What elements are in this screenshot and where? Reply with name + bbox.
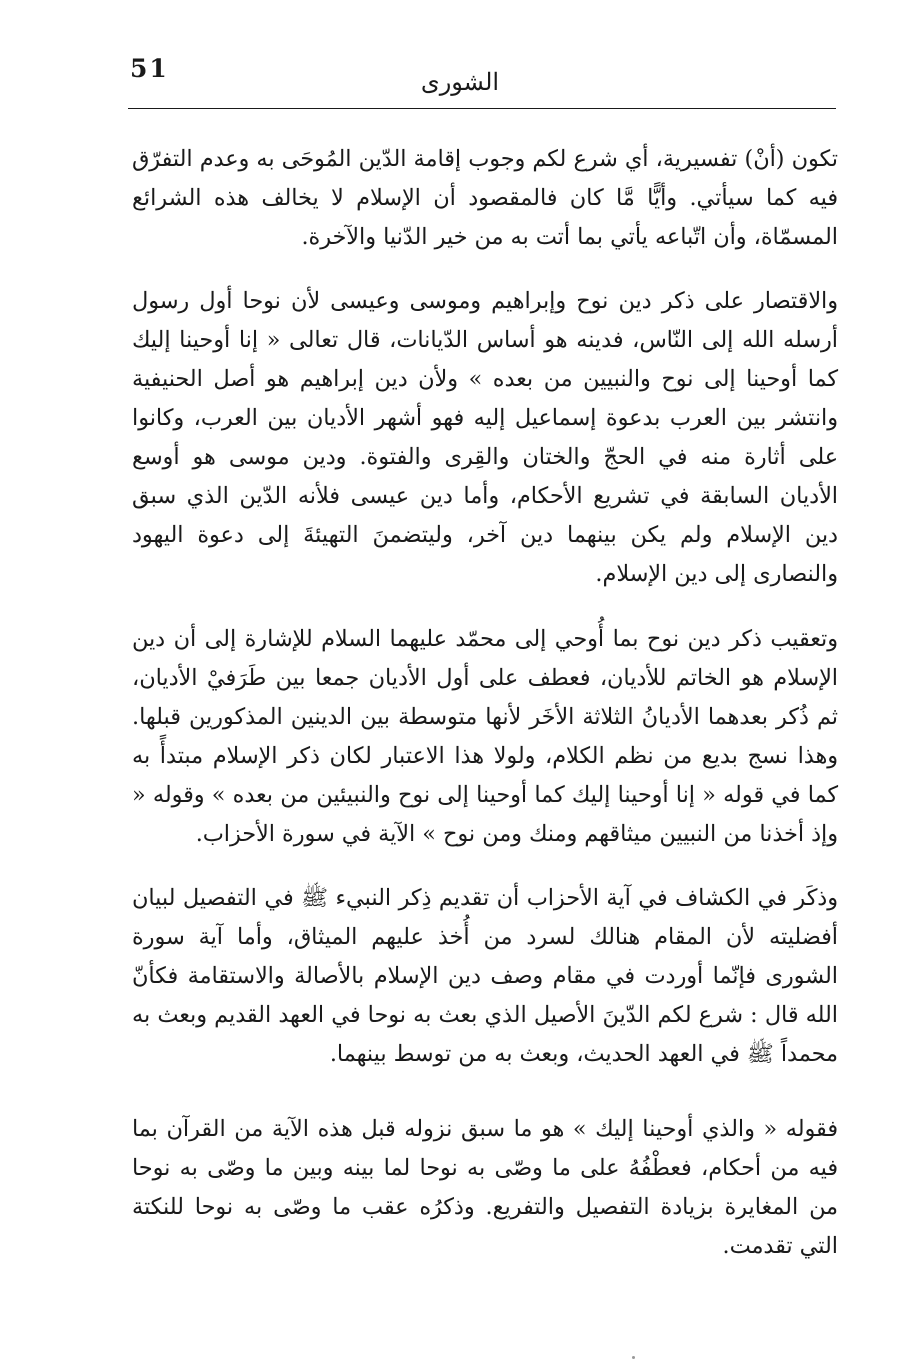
scan-speck — [632, 1356, 635, 1359]
header-rule — [128, 108, 836, 109]
paragraph-4: وذكَر في الكشاف في آية الأحزاب أن تقديم ذِكر النبيء ﷺ في التفصيل لبيان أفضليته لأن المقام هنالك لسرد من أُخذ عليهم الميثاق، وأما آية سورة الشورى فإنّما أوردت في مقام وصف دين الإسلام بالأصالة والاستقامة فكأنّ الله قال : شرع لكم الدّينَ الأصيل الذي بعث به نوحا في العهد القديم وبعث به محمداً ﷺ في العهد الحديث، وبعث به من توسط بينهما. — [132, 885, 838, 1067]
paragraph-5: فقوله « والذي أوحينا إليك » هو ما سبق نزوله قبل هذه الآية من القرآن بما فيه من أحكام، فعطْفُهُ على ما وصّى به نوحا لما بينه وبين ما وصّى به نوحا من المغايرة بزيادة التفصيل والتفريع. وذكرُه عقب ما وصّى به نوحا للنكتة التي تقدمت. — [132, 1116, 838, 1259]
page-number: 51 — [130, 54, 169, 83]
paragraph-3: وتعقيب ذكر دين نوح بما أُوحي إلى محمّد عليهما السلام للإشارة إلى أن دين الإسلام هو الخاتم للأديان، فعطف على أول الأديان جمعا بين طَرَفيْ الأديان، ثم ذُكر بعدهما الأديانُ الثلاثة الأخَر لأنها متوسطة بين الدينين المذكورين قبلها. وهذا نسج بديع من نظم الكلام، ولولا هذا الاعتبار لكان ذكر الإسلام مبتدأً به كما في قوله « إنا أوحينا إليك كما أوحينا إلى نوح والنبيئين من بعده » وقوله « وإذ أخذنا من النبيين ميثاقهم ومنك ومن نوح » الآية في سورة الأحزاب. — [132, 626, 838, 847]
paragraph-2: والاقتصار على ذكر دين نوح وإبراهيم وموسى وعيسى لأن نوحا أول رسول أرسله الله إلى النّاس، فدينه هو أساس الدّيانات، قال تعالى « إنا أوحينا إليك كما أوحينا إلى نوح والنبيين من بعده » ولأن دين إبراهيم هو أصل الحنيفية وانتشر بين العرب بدعوة إسماعيل إليه فهو أشهر الأديان بين العرب، وكانوا على أثارة منه في الحجّ والختان والقِرى والفتوة. ودين موسى هو أوسع الأديان السابقة في تشريع الأحكام، وأما دين عيسى فلأنه الدّين الذي سبق دين الإسلام ولم يكن بينهما دين آخر، وليتضمنَ التهيئةَ إلى دعوة اليهود والنصارى إلى دين الإسلام. — [132, 288, 838, 587]
running-title: الشورى — [420, 68, 500, 96]
body-text — [132, 140, 838, 1294]
paragraph-1: تكون (أنْ) تفسيرية، أي شرع لكم وجوب إقامة الدّين المُوحَى به وعدم التفرّق فيه كما سيأتي. وأيًّا مَّا كان فالمقصود أن الإسلام لا يخالف هذه الشرائع المسمّاة، وأن اتّباعه يأتي بما أتت به من خير الدّنيا والآخرة. — [132, 146, 838, 250]
